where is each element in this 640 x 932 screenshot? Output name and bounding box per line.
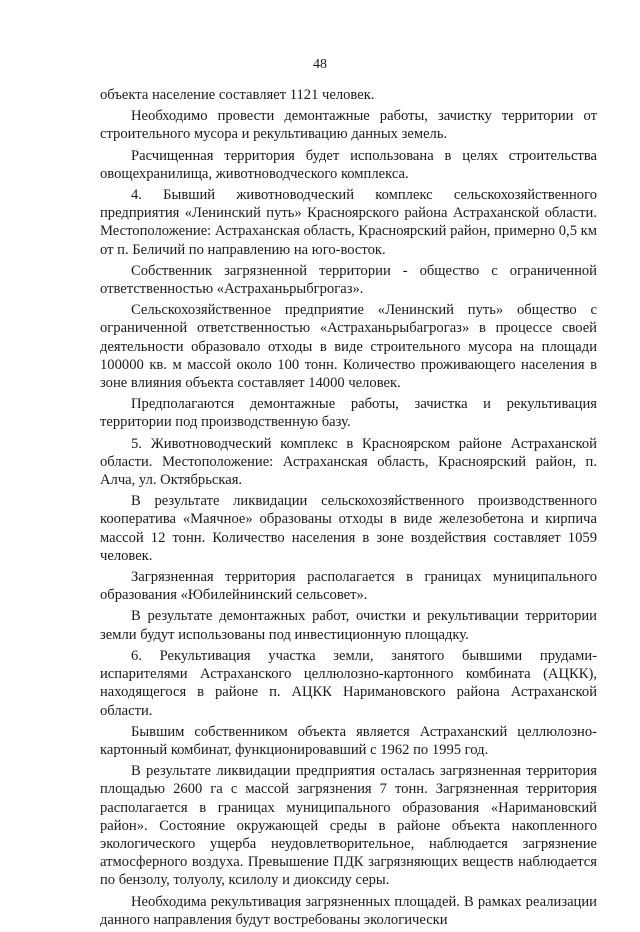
paragraph: 6. Рекультивация участка земли, занятого бывшими прудами-испарителями Астраханского целлюлозно-картонного комбината (АЦКК), находящегося в районе п. АЦКК Наримановского района Астраханской области. <box>100 647 597 719</box>
paragraph: В результате ликвидации предприятия осталась загрязненная территория площадью 2600 га с массой загрязнения 7 тонн. Загрязненная территория располагается в границах муниципального образования «Наримановский район». Состояние окружающей среды в районе объекта накопленного экологического ущерба неудовлетворительное, наблюдается загрязнение атмосферного воздуха. Превышение ПДК загрязняющих веществ наблюдается по бензолу, толуолу, ксилолу и диоксиду серы. <box>100 763 597 889</box>
paragraph: Необходима рекультивация загрязненных площадей. В рамках реализации данного направления будут востребованы экологически <box>100 893 597 928</box>
paragraph: Загрязненная территория располагается в границах муниципального образования «Юбилейнинский сельсовет». <box>100 569 597 604</box>
page-number: 48 <box>313 57 327 72</box>
paragraph: Бывшим собственником объекта является Астраханский целлюлозно-картонный комбинат, функционировавший с 1962 по 1995 год. <box>100 723 597 758</box>
paragraph: В результате ликвидации сельскохозяйственного производственного кооператива «Маячное» образованы отходы в виде железобетона и кирпича массой 12 тонн. Количество населения в зоне воздействия составляет 1059 человек. <box>100 493 597 564</box>
paragraph: Предполагаются демонтажные работы, зачистка и рекультивация территории под производственную базу. <box>100 396 597 431</box>
paragraph: Сельскохозяйственное предприятие «Ленинский путь» общество с ограниченной ответственностью «Астраханьрыбагрогаз» в процессе своей деятельности образовало отходы в виде строительного мусора на площади 100000 кв. м массой около 100 тонн. Количество проживающего населения в зоне влияния объекта составляет 14000 человек. <box>100 302 597 392</box>
paragraph: объекта население составляет 1121 человек. <box>100 87 375 103</box>
paragraph: В результате демонтажных работ, очистки и рекультивации территории земли будут использованы под инвестиционную площадку. <box>100 608 597 643</box>
document-body <box>100 86 597 932</box>
paragraph: Необходимо провести демонтажные работы, зачистку территории от строительного мусора и рекультивацию данных земель. <box>100 108 597 143</box>
paragraph: Расчищенная территория будет использована в целях строительства овощехранилища, животноводческого комплекса. <box>100 147 597 182</box>
paragraph: 5. Животноводческий комплекс в Красноярском районе Астраханской области. Местоположение: Астраханская область, Красноярский район, п. Алча, ул. Октябрьская. <box>100 435 597 489</box>
paragraph: Собственник загрязненной территории - общество с ограниченной ответственностью «Астраханьрыбгрогаз». <box>100 262 597 298</box>
paragraph: 4. Бывший животноводческий комплекс сельскохозяйственного предприятия «Ленинский путь» Красноярского района Астраханской области. Местоположение: Астраханская область, Красноярский район, примерно 0,5 км от п. Беличий по направлению на юго-восток. <box>100 187 597 258</box>
